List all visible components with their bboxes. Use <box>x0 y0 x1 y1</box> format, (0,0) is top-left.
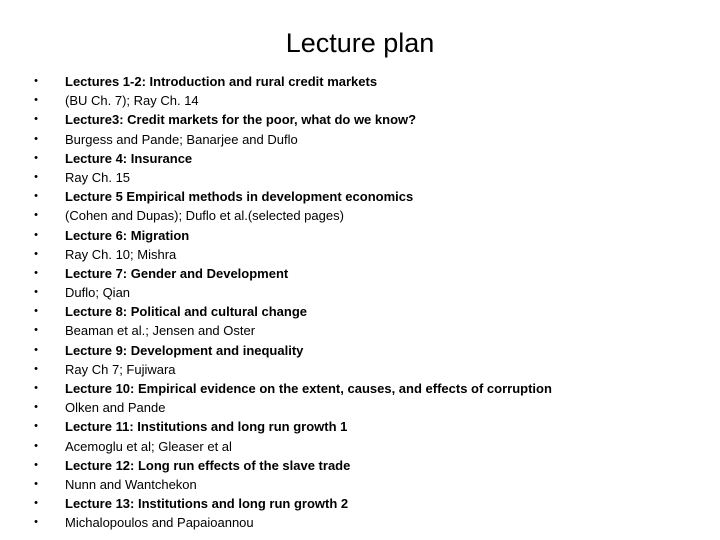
bullet-icon: • <box>34 420 38 433</box>
list-item <box>30 513 690 532</box>
list-item <box>30 283 690 302</box>
lecture-reading: Ray Ch 7; Fujiwara <box>65 361 176 377</box>
bullet-icon: • <box>34 286 38 299</box>
list-item <box>30 245 690 264</box>
bullet-icon: • <box>34 477 38 490</box>
list-item <box>30 206 690 225</box>
list-item <box>30 341 690 360</box>
lecture-heading: Lecture 6: Migration <box>65 227 190 243</box>
bullet-icon: • <box>34 151 38 164</box>
list-item <box>30 302 690 321</box>
bullet-icon: • <box>34 401 38 414</box>
bullet-icon: • <box>34 343 38 356</box>
lecture-reading: Duflo; Qian <box>65 285 131 301</box>
bullet-icon: • <box>34 94 38 107</box>
list-item <box>30 187 690 206</box>
lecture-reading: Olken and Pande <box>65 400 166 416</box>
lecture-heading: Lecture 8: Political and cultural change <box>65 304 308 320</box>
lecture-heading: Lecture 12: Long run effects of the slave trade <box>65 457 351 473</box>
bullet-icon: • <box>34 228 38 241</box>
bullet-icon: • <box>34 516 38 529</box>
list-item <box>30 130 690 149</box>
list-item <box>30 321 690 340</box>
list-item <box>30 149 690 168</box>
list-item <box>30 475 690 494</box>
slide-title: Lecture plan <box>285 28 435 58</box>
bullet-icon: • <box>34 75 38 87</box>
bullet-icon: • <box>34 247 38 260</box>
lecture-heading: Lecture 11: Institutions and long run growth 1 <box>65 419 348 435</box>
bullet-icon: • <box>34 458 38 471</box>
bullet-icon: • <box>34 362 38 375</box>
lecture-reading: (Cohen and Dupas); Duflo et al.(selected pages) <box>65 208 344 224</box>
lecture-heading: Lecture 5 Empirical methods in development economics <box>65 189 414 205</box>
lecture-heading: Lecture 7: Gender and Development <box>65 265 289 281</box>
list-item <box>30 168 690 187</box>
lecture-reading: Ray Ch. 10; Mishra <box>65 246 177 262</box>
lecture-reading: (BU Ch. 7); Ray Ch. 14 <box>65 93 199 109</box>
list-item <box>30 456 690 475</box>
list-item <box>30 360 690 379</box>
list-item <box>30 226 690 245</box>
lecture-heading: Lecture 4: Insurance <box>65 150 193 166</box>
lecture-heading: Lectures 1-2: Introduction and rural credit markets <box>65 74 378 89</box>
bullet-icon: • <box>34 190 38 203</box>
bullet-icon: • <box>34 324 38 337</box>
bullet-icon: • <box>34 132 38 145</box>
list-item <box>30 437 690 456</box>
lecture-heading: Lecture3: Credit markets for the poor, what do we know? <box>65 112 417 128</box>
list-item <box>30 110 690 129</box>
list-item <box>30 91 690 110</box>
bullet-icon: • <box>34 209 38 222</box>
list-item <box>30 379 690 398</box>
bullet-icon: • <box>34 266 38 279</box>
bullet-icon: • <box>34 497 38 510</box>
lecture-reading: Acemoglu et al; Gleaser et al <box>65 438 232 454</box>
lecture-reading: Beaman et al.; Jensen and Oster <box>65 323 256 339</box>
bullet-icon: • <box>34 382 38 394</box>
lecture-list <box>30 72 690 533</box>
lecture-heading: Lecture 10: Empirical evidence on the extent, causes, and effects of corruption <box>65 381 552 396</box>
list-item <box>30 72 690 91</box>
list-item <box>30 398 690 417</box>
lecture-reading: Nunn and Wantchekon <box>65 476 197 492</box>
list-item <box>30 494 690 513</box>
list-item <box>30 264 690 283</box>
bullet-icon: • <box>34 113 38 126</box>
bullet-icon: • <box>34 439 38 452</box>
lecture-reading: Burgess and Pande; Banarjee and Duflo <box>65 131 298 147</box>
bullet-icon: • <box>34 305 38 318</box>
bullet-icon: • <box>34 170 38 183</box>
lecture-heading: Lecture 9: Development and inequality <box>65 342 304 358</box>
lecture-heading: Lecture 13: Institutions and long run growth 2 <box>65 496 349 512</box>
list-item <box>30 417 690 436</box>
lecture-reading: Michalopoulos and Papaioannou <box>65 515 254 531</box>
lecture-reading: Ray Ch. 15 <box>65 169 131 185</box>
